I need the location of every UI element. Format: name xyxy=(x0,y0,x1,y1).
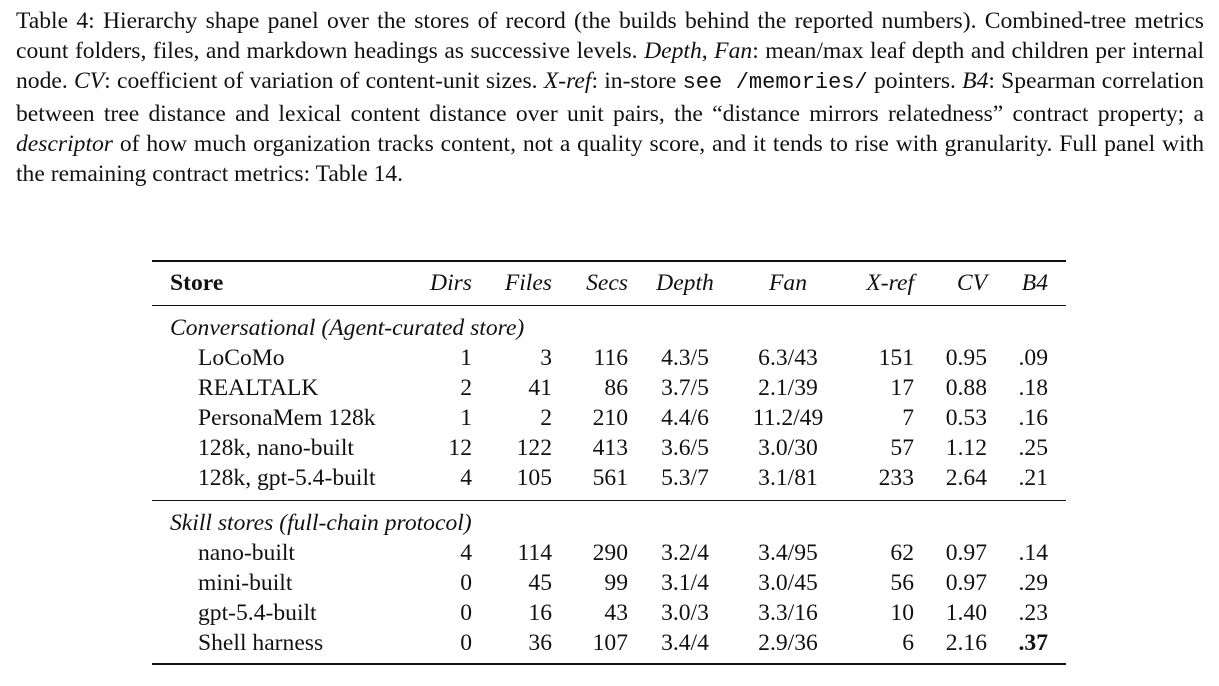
cell-files: 2 xyxy=(540,405,552,431)
cell-fan: 2.9/36 xyxy=(758,630,818,656)
table-row xyxy=(152,343,1066,373)
header-store: Store xyxy=(170,270,224,296)
cell-store: 128k, gpt-5.4-built xyxy=(198,465,376,491)
cell-secs: 86 xyxy=(604,375,628,401)
cell-secs: 107 xyxy=(592,630,628,656)
cell-store: REALTALK xyxy=(198,375,319,401)
cell-xref: 151 xyxy=(878,345,914,371)
cell-b4: .21 xyxy=(1018,465,1048,491)
cell-files: 3 xyxy=(540,345,552,371)
table-row xyxy=(152,373,1066,403)
cell-cv: 0.88 xyxy=(945,375,987,401)
cell-files: 122 xyxy=(516,435,552,461)
cell-dirs: 4 xyxy=(460,540,472,566)
cell-cv: 0.97 xyxy=(945,540,987,566)
caption-term-fan: Fan xyxy=(714,38,753,65)
table-group-rule xyxy=(152,500,1066,501)
cell-secs: 116 xyxy=(593,345,628,371)
group-title: Skill stores (full-chain protocol) xyxy=(170,510,472,536)
cell-dirs: 1 xyxy=(460,345,472,371)
cell-fan: 11.2/49 xyxy=(752,405,824,431)
cell-xref: 62 xyxy=(890,540,914,566)
caption-term-descriptor: descriptor xyxy=(16,130,113,157)
cell-store: 128k, nano-built xyxy=(198,435,354,461)
cell-store: LoCoMo xyxy=(198,345,285,371)
cell-store: PersonaMem 128k xyxy=(198,405,376,431)
cell-fan: 3.3/16 xyxy=(758,600,818,626)
cell-files: 36 xyxy=(528,630,552,656)
cell-b4: .37 xyxy=(1018,630,1048,656)
cell-files: 105 xyxy=(516,465,552,491)
cell-depth: 4.3/5 xyxy=(661,345,709,371)
cell-cv: 2.16 xyxy=(945,630,987,656)
cell-xref: 7 xyxy=(902,405,914,431)
cell-depth: 3.1/4 xyxy=(661,570,709,596)
cell-fan: 3.0/45 xyxy=(758,570,818,596)
header-cv: CV xyxy=(956,270,987,296)
cell-dirs: 4 xyxy=(460,465,472,491)
caption-xref-def-a: : in-store xyxy=(591,68,683,95)
header-secs: Secs xyxy=(586,270,628,296)
header-dirs: Dirs xyxy=(430,270,472,296)
cell-dirs: 12 xyxy=(448,435,472,461)
cell-fan: 3.1/81 xyxy=(758,465,818,491)
cell-b4: .16 xyxy=(1018,405,1048,431)
caption-sep: , xyxy=(701,38,715,65)
cell-cv: 0.95 xyxy=(945,345,987,371)
header-xref: X-ref xyxy=(866,270,914,296)
cell-fan: 2.1/39 xyxy=(758,375,818,401)
caption-label: Table 4: Hierarchy shape panel over the stores of record (the builds behind the reported numbers). Combined-tree metrics count folders, files, and markdown headings as successive levels. xyxy=(16,8,1204,65)
cell-fan: 6.3/43 xyxy=(758,345,818,371)
table-header-row xyxy=(152,268,1066,298)
table-row xyxy=(152,568,1066,598)
cell-b4: .18 xyxy=(1018,375,1048,401)
cell-files: 41 xyxy=(528,375,552,401)
cell-secs: 290 xyxy=(592,540,628,566)
cell-dirs: 0 xyxy=(460,630,472,656)
caption-xref-def-b: pointers. xyxy=(867,68,963,95)
cell-store: Shell harness xyxy=(198,630,324,656)
cell-b4: .09 xyxy=(1018,345,1048,371)
caption-cv-def: : coefficient of variation of content-unit sizes. xyxy=(104,68,544,95)
cell-depth: 3.2/4 xyxy=(661,540,709,566)
cell-b4: .25 xyxy=(1018,435,1048,461)
cell-depth: 3.0/3 xyxy=(661,600,709,626)
cell-secs: 210 xyxy=(592,405,628,431)
cell-depth: 5.3/7 xyxy=(661,465,709,491)
table-caption xyxy=(16,6,1204,189)
cell-depth: 3.6/5 xyxy=(661,435,709,461)
cell-xref: 233 xyxy=(878,465,914,491)
cell-secs: 43 xyxy=(604,600,628,626)
cell-store: gpt-5.4-built xyxy=(198,600,317,626)
caption-term-xref: X-ref xyxy=(543,68,592,95)
cell-store: nano-built xyxy=(198,540,295,566)
cell-dirs: 0 xyxy=(460,600,472,626)
group-title: Conversational (Agent-curated store) xyxy=(170,315,525,341)
cell-depth: 3.7/5 xyxy=(661,375,709,401)
cell-xref: 56 xyxy=(890,570,914,596)
cell-cv: 1.40 xyxy=(945,600,987,626)
table-row xyxy=(152,433,1066,463)
table-row xyxy=(152,628,1066,658)
caption-b4-def: : Spearman correlation between tree distance and lexical content distance over unit pairs, the “distance mirrors relatedness” contract property; a xyxy=(16,68,1204,127)
cell-dirs: 2 xyxy=(460,375,472,401)
table-row xyxy=(152,598,1066,628)
cell-b4: .14 xyxy=(1018,540,1048,566)
cell-secs: 99 xyxy=(604,570,628,596)
caption-term-b4: B4 xyxy=(962,68,989,95)
cell-cv: 0.53 xyxy=(945,405,987,431)
cell-fan: 3.0/30 xyxy=(758,435,818,461)
table-row xyxy=(152,463,1066,493)
table-header-rule xyxy=(152,305,1066,306)
cell-fan: 3.4/95 xyxy=(758,540,818,566)
cell-secs: 413 xyxy=(592,435,628,461)
cell-depth: 3.4/4 xyxy=(661,630,709,656)
cell-dirs: 0 xyxy=(460,570,472,596)
caption-xref-code: see /memories/ xyxy=(682,70,868,96)
cell-xref: 17 xyxy=(890,375,914,401)
header-files: Files xyxy=(504,270,552,296)
caption-term-cv: CV xyxy=(74,68,105,95)
cell-b4: .29 xyxy=(1018,570,1048,596)
cell-b4: .23 xyxy=(1018,600,1048,626)
table-top-rule xyxy=(152,260,1066,262)
caption-b4-tail: of how much organization tracks content, not a quality score, and it tends to rise with granularity. Full panel with the remaining contract metrics: Table 14. xyxy=(16,130,1204,188)
cell-files: 114 xyxy=(517,540,552,566)
cell-files: 16 xyxy=(528,600,552,626)
cell-xref: 57 xyxy=(890,435,914,461)
cell-depth: 4.4/6 xyxy=(661,405,709,431)
header-fan: Fan xyxy=(768,270,807,296)
table-bottom-rule xyxy=(152,663,1066,665)
cell-xref: 10 xyxy=(890,600,914,626)
header-depth: Depth xyxy=(656,270,714,296)
cell-cv: 1.12 xyxy=(945,435,987,461)
cell-secs: 561 xyxy=(592,465,628,491)
cell-xref: 6 xyxy=(902,630,914,656)
cell-store: mini-built xyxy=(198,570,293,596)
table-row xyxy=(152,403,1066,433)
table-row xyxy=(152,538,1066,568)
header-b4: B4 xyxy=(1021,270,1048,296)
caption-fan-def: : mean/max leaf depth and children per internal node. xyxy=(16,38,1204,95)
caption-term-depth: Depth xyxy=(644,38,702,65)
cell-dirs: 1 xyxy=(460,405,472,431)
cell-cv: 0.97 xyxy=(945,570,987,596)
cell-files: 45 xyxy=(528,570,552,596)
cell-cv: 2.64 xyxy=(945,465,987,491)
